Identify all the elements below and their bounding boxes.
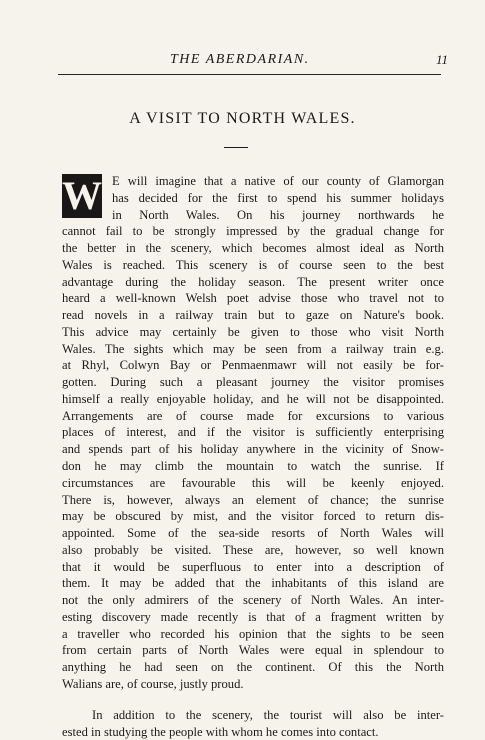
- article-title: A VISIT TO NORTH WALES.: [0, 110, 485, 128]
- text-line: anything he had seen on the continent. Of this the North: [62, 659, 444, 676]
- text-line: don he may climb the mountain to watch the sunrise. If: [62, 458, 444, 475]
- text-line: heard a well-known Welsh poet advise those who travel not to: [62, 290, 444, 307]
- header-divider: [58, 74, 441, 75]
- text-line: gotten. During such a pleasant journey the visitor promises: [62, 374, 444, 391]
- text-line: may be obscured by mist, and the visitor forced to return dis-: [62, 508, 444, 525]
- text-line: read novels in a railway train but to gaze on Nature's book.: [62, 307, 444, 324]
- text-line: in North Wales. On his journey northwards he: [112, 207, 444, 224]
- text-line: himself a really enjoyable holiday, and he will not be disappointed.: [62, 391, 444, 408]
- text-line: cannot fail to be strongly impressed by the gradual change for: [62, 223, 444, 240]
- text-line: E will imagine that a native of our county of Glamorgan: [112, 173, 444, 190]
- paragraph-gap: [62, 693, 444, 707]
- article-body: [62, 173, 444, 740]
- text-line: them. It may be added that the inhabitants of this island are: [62, 575, 444, 592]
- paragraph-2: [62, 707, 444, 740]
- drop-cap-letter: W: [62, 176, 102, 216]
- text-line: advantage during the holiday season. The present writer once: [62, 274, 444, 291]
- text-line: and spends part of his holiday anywhere in the vicinity of Snow-: [62, 441, 444, 458]
- running-head: [0, 52, 485, 70]
- page-number: 11: [436, 52, 448, 68]
- title-divider: [224, 147, 248, 148]
- text-line: Arrangements are of course made for excursions to various: [62, 408, 444, 425]
- text-line: In addition to the scenery, the tourist will also be inter-: [92, 707, 444, 724]
- text-line: the better in the scenery, which becomes almost ideal as North: [62, 240, 444, 257]
- running-title: THE ABERDARIAN.: [170, 52, 310, 68]
- text-line: ested in studying the people with whom he comes into contact.: [62, 724, 444, 740]
- text-line: from certain parts of North Wales were equal in splendour to: [62, 642, 444, 659]
- text-line: also probably be visited. These are, however, so well known: [62, 542, 444, 559]
- text-line: circumstances are favourable this will be keenly enjoyed.: [62, 475, 444, 492]
- text-line: at Rhyl, Colwyn Bay or Penmaenmawr will not easily be for-: [62, 357, 444, 374]
- text-line: a traveller who recorded his opinion that the sights to be seen: [62, 626, 444, 643]
- text-line: This advice may certainly be given to those who visit North: [62, 324, 444, 341]
- text-line: not the only admirers of the scenery of North Wales. An inter-: [62, 592, 444, 609]
- text-line: appointed. Some of the sea-side resorts of North Wales will: [62, 525, 444, 542]
- text-line: There is, however, always an element of chance; the sunrise: [62, 492, 444, 509]
- text-line: that it would be superfluous to enter into a description of: [62, 559, 444, 576]
- text-line: Walians are, of course, justly proud.: [62, 676, 444, 693]
- text-line: has decided for the first to spend his summer holidays: [112, 190, 444, 207]
- text-line: esting discovery made recently is that of a fragment written by: [62, 609, 444, 626]
- paragraph-1: [62, 173, 444, 693]
- text-line: places of interest, and if the visitor is sufficiently enterprising: [62, 424, 444, 441]
- text-line: Wales is reached. This scenery is of course seen to the best: [62, 257, 444, 274]
- text-line: Wales. The sights which may be seen from a railway train e.g.: [62, 341, 444, 358]
